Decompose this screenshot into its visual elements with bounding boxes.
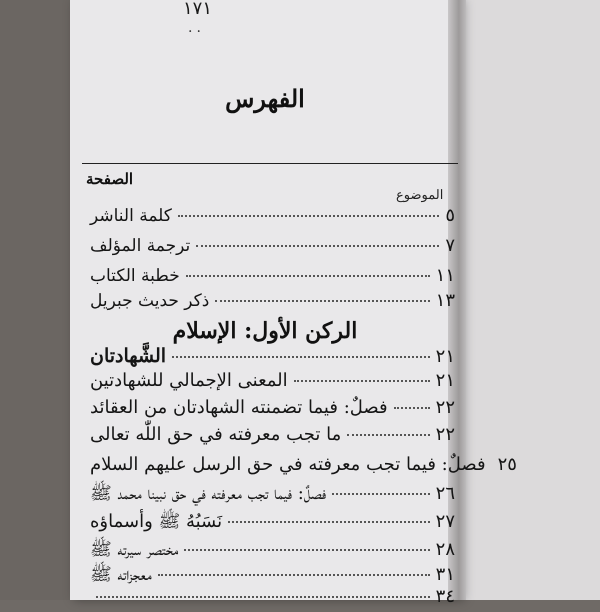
- toc-leader: [347, 434, 429, 436]
- toc-entry-page: ٢٧: [435, 511, 455, 532]
- toc-leader: [294, 380, 430, 382]
- toc-entry: [90, 290, 455, 316]
- toc-entry: [90, 205, 455, 231]
- toc-entry-page: ٢١: [435, 370, 455, 391]
- toc-entry-label: خطبة الكتاب: [90, 266, 180, 286]
- toc-entry: [90, 482, 455, 508]
- toc-entry-label: معجزاته ﷺ: [90, 564, 152, 585]
- toc-entry-page: ٢٥: [497, 454, 517, 475]
- toc-leader: [394, 407, 430, 409]
- toc-leader: [158, 574, 430, 576]
- toc-leader: [96, 596, 430, 598]
- toc-entry: [90, 586, 455, 612]
- toc-leader: [228, 521, 430, 523]
- toc-entry-page: ٣٤: [435, 586, 455, 607]
- toc-entry: [90, 538, 455, 564]
- toc-leader: [215, 300, 429, 302]
- toc-entry-label: المعنى الإجمالي للشهادتين: [90, 370, 288, 391]
- toc-leader: [186, 275, 430, 277]
- toc-entry-page: ٢٨: [435, 539, 455, 560]
- toc-leader: [332, 493, 430, 495]
- background-left: [0, 0, 70, 600]
- page-title: الفهرس: [225, 84, 305, 113]
- toc-leader: [178, 215, 439, 217]
- toc-entry: [90, 235, 455, 261]
- toc-entry-page: ١٣: [435, 290, 455, 311]
- toc-leader: [172, 356, 430, 358]
- toc-entry-label: نَسَبُهُ ﷺ وأسماؤه: [90, 511, 223, 532]
- toc-entry: [90, 424, 455, 450]
- toc-entry-page: ٥: [445, 205, 455, 226]
- toc-entry-page: ١١: [435, 265, 455, 286]
- toc-entry-label: كلمة الناشر: [90, 206, 172, 226]
- page-number: ١٧١: [183, 0, 213, 19]
- section-title: الركن الأول: الإسلام: [172, 318, 358, 344]
- toc-entry-label: ذكر حديث جبريل: [90, 291, 210, 311]
- toc-leader: [196, 245, 439, 247]
- toc-entry-page: ٢٦: [435, 483, 455, 504]
- toc-leader: [184, 549, 429, 551]
- toc-entry: [90, 370, 455, 396]
- facing-page: [462, 0, 600, 600]
- toc-entry: [90, 397, 455, 423]
- header-rule: [82, 163, 458, 164]
- toc-entry-label: فصلٌ: فيما تضمنته الشهادتان من العقائد: [90, 397, 388, 418]
- toc-entry-label: فصلٌ: فيما تجب معرفته في حق الرسل عليهم السلام: [90, 454, 486, 475]
- toc-entry: [90, 265, 455, 291]
- column-header-page: الصفحة: [86, 170, 134, 188]
- toc-entry-label: مختصر سيرته ﷺ: [90, 539, 179, 560]
- toc-entry-page: ٢١: [435, 346, 455, 367]
- column-header-topic: الموضوع: [396, 188, 444, 203]
- page-number-dots: ..: [188, 20, 205, 36]
- toc-entry-page: ٣١: [435, 564, 455, 585]
- toc-entry-page: ٢٢: [435, 397, 455, 418]
- toc-entry-label: فصلٌ: فيما تجب معرفته في حق نبينا محمد ﷺ: [90, 483, 327, 504]
- toc-entry: [90, 345, 455, 371]
- toc-entry-label: ما تجب معرفته في حق اللّٰه تعالى: [90, 424, 342, 445]
- toc-entry-label: الشَّهادتان: [90, 345, 167, 367]
- toc-entry: [90, 454, 517, 480]
- toc-entry-page: ٢٢: [435, 424, 455, 445]
- toc-entry-label: ترجمة المؤلف: [90, 236, 191, 256]
- toc-entry-page: ٧: [445, 235, 455, 256]
- toc-entry: [90, 510, 455, 536]
